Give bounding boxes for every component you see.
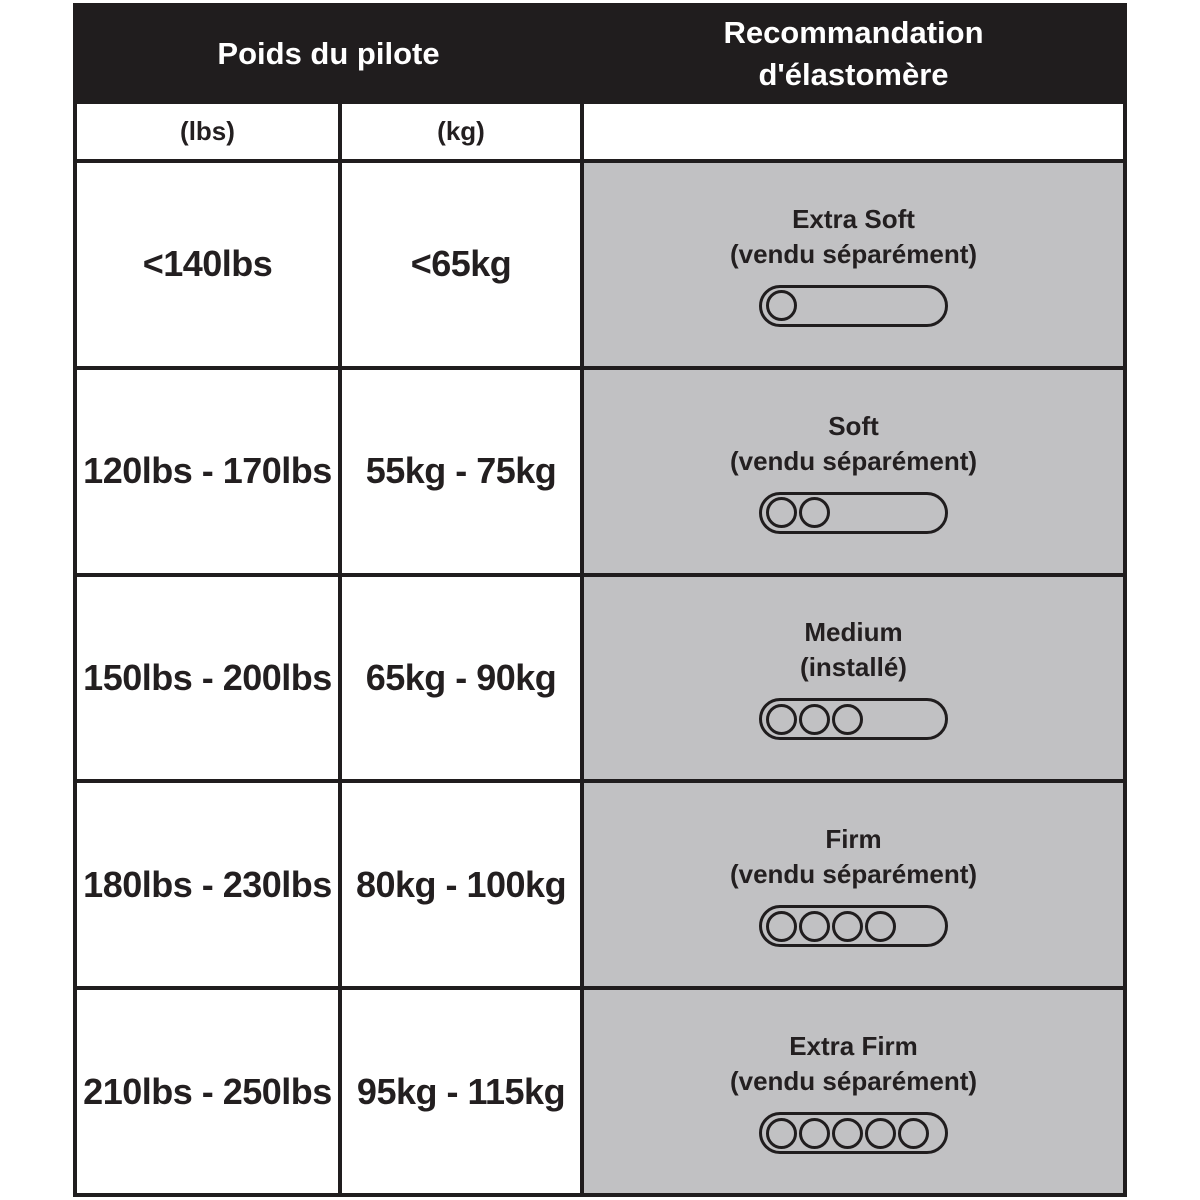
elastomer-name: Soft bbox=[828, 410, 879, 441]
weight-header-title: Poids du pilote bbox=[217, 35, 440, 71]
weight-kg-value: 95kg - 115kg bbox=[356, 1070, 566, 1112]
weight-lbs-cell bbox=[77, 370, 338, 573]
weight-lbs-value: 120lbs - 170lbs bbox=[83, 450, 332, 492]
weight-kg-cell bbox=[342, 783, 580, 986]
elastomer-name: Extra Firm bbox=[789, 1031, 918, 1062]
elastomer-pill-icon bbox=[759, 698, 948, 740]
weight-kg-cell bbox=[342, 577, 580, 780]
elastomer-availability: (vendu séparément) bbox=[729, 859, 978, 890]
elastomer-dot bbox=[799, 497, 830, 528]
weight-lbs-value: 150lbs - 200lbs bbox=[83, 656, 332, 698]
weight-kg-cell bbox=[342, 163, 580, 366]
weight-kg-value: 65kg - 90kg bbox=[365, 656, 557, 698]
subheader-lbs-cell bbox=[77, 104, 338, 159]
weight-kg-value: <65kg bbox=[410, 243, 512, 285]
weight-header-cell bbox=[77, 7, 580, 100]
subheader-recommendation-cell bbox=[584, 104, 1123, 159]
recommendation-cell bbox=[584, 783, 1123, 986]
weight-lbs-value: <140lbs bbox=[142, 243, 273, 285]
weight-kg-value: 55kg - 75kg bbox=[365, 450, 557, 492]
elastomer-dot bbox=[799, 704, 830, 735]
weight-lbs-value: 180lbs - 230lbs bbox=[83, 863, 332, 905]
elastomer-dot bbox=[832, 1118, 863, 1149]
subheader-lbs-label: (lbs) bbox=[180, 116, 235, 146]
elastomer-pill-icon bbox=[759, 1112, 948, 1154]
weight-lbs-cell bbox=[77, 990, 338, 1193]
weight-lbs-cell bbox=[77, 577, 338, 780]
elastomer-dot bbox=[832, 704, 863, 735]
weight-kg-cell bbox=[342, 370, 580, 573]
recommendation-header-cell bbox=[584, 7, 1123, 100]
elastomer-dot bbox=[766, 290, 797, 321]
elastomer-dot bbox=[766, 1118, 797, 1149]
recommendation-cell bbox=[584, 577, 1123, 780]
elastomer-dot bbox=[832, 911, 863, 942]
elastomer-availability: (vendu séparément) bbox=[729, 238, 978, 269]
elastomer-dot bbox=[766, 911, 797, 942]
recommendation-cell bbox=[584, 370, 1123, 573]
elastomer-pill-icon bbox=[759, 905, 948, 947]
elastomer-pill-icon bbox=[759, 285, 948, 327]
elastomer-dot bbox=[865, 1118, 896, 1149]
elastomer-name: Extra Soft bbox=[792, 203, 915, 234]
weight-kg-cell bbox=[342, 990, 580, 1193]
elastomer-pill-icon bbox=[759, 492, 948, 534]
weight-kg-value: 80kg - 100kg bbox=[355, 863, 567, 905]
elastomer-dot bbox=[766, 497, 797, 528]
elastomer-dot bbox=[799, 1118, 830, 1149]
elastomer-name: Medium bbox=[804, 617, 903, 648]
elastomer-availability: (installé) bbox=[800, 652, 907, 683]
elastomer-dot bbox=[865, 911, 896, 942]
elastomer-dot bbox=[898, 1118, 929, 1149]
subheader-kg-cell bbox=[342, 104, 580, 159]
weight-lbs-value: 210lbs - 250lbs bbox=[83, 1070, 332, 1112]
elastomer-dot bbox=[799, 911, 830, 942]
weight-lbs-cell bbox=[77, 163, 338, 366]
recommendation-header-title: Recommandation d'élastomère bbox=[723, 14, 984, 92]
weight-lbs-cell bbox=[77, 783, 338, 986]
recommendation-cell bbox=[584, 990, 1123, 1193]
recommendation-cell bbox=[584, 163, 1123, 366]
elastomer-availability: (vendu séparément) bbox=[729, 1066, 978, 1097]
subheader-kg-label: (kg) bbox=[437, 116, 485, 146]
elastomer-availability: (vendu séparément) bbox=[729, 445, 978, 476]
elastomer-name: Firm bbox=[825, 824, 882, 855]
elastomer-recommendation-table bbox=[73, 3, 1127, 1197]
elastomer-dot bbox=[766, 704, 797, 735]
